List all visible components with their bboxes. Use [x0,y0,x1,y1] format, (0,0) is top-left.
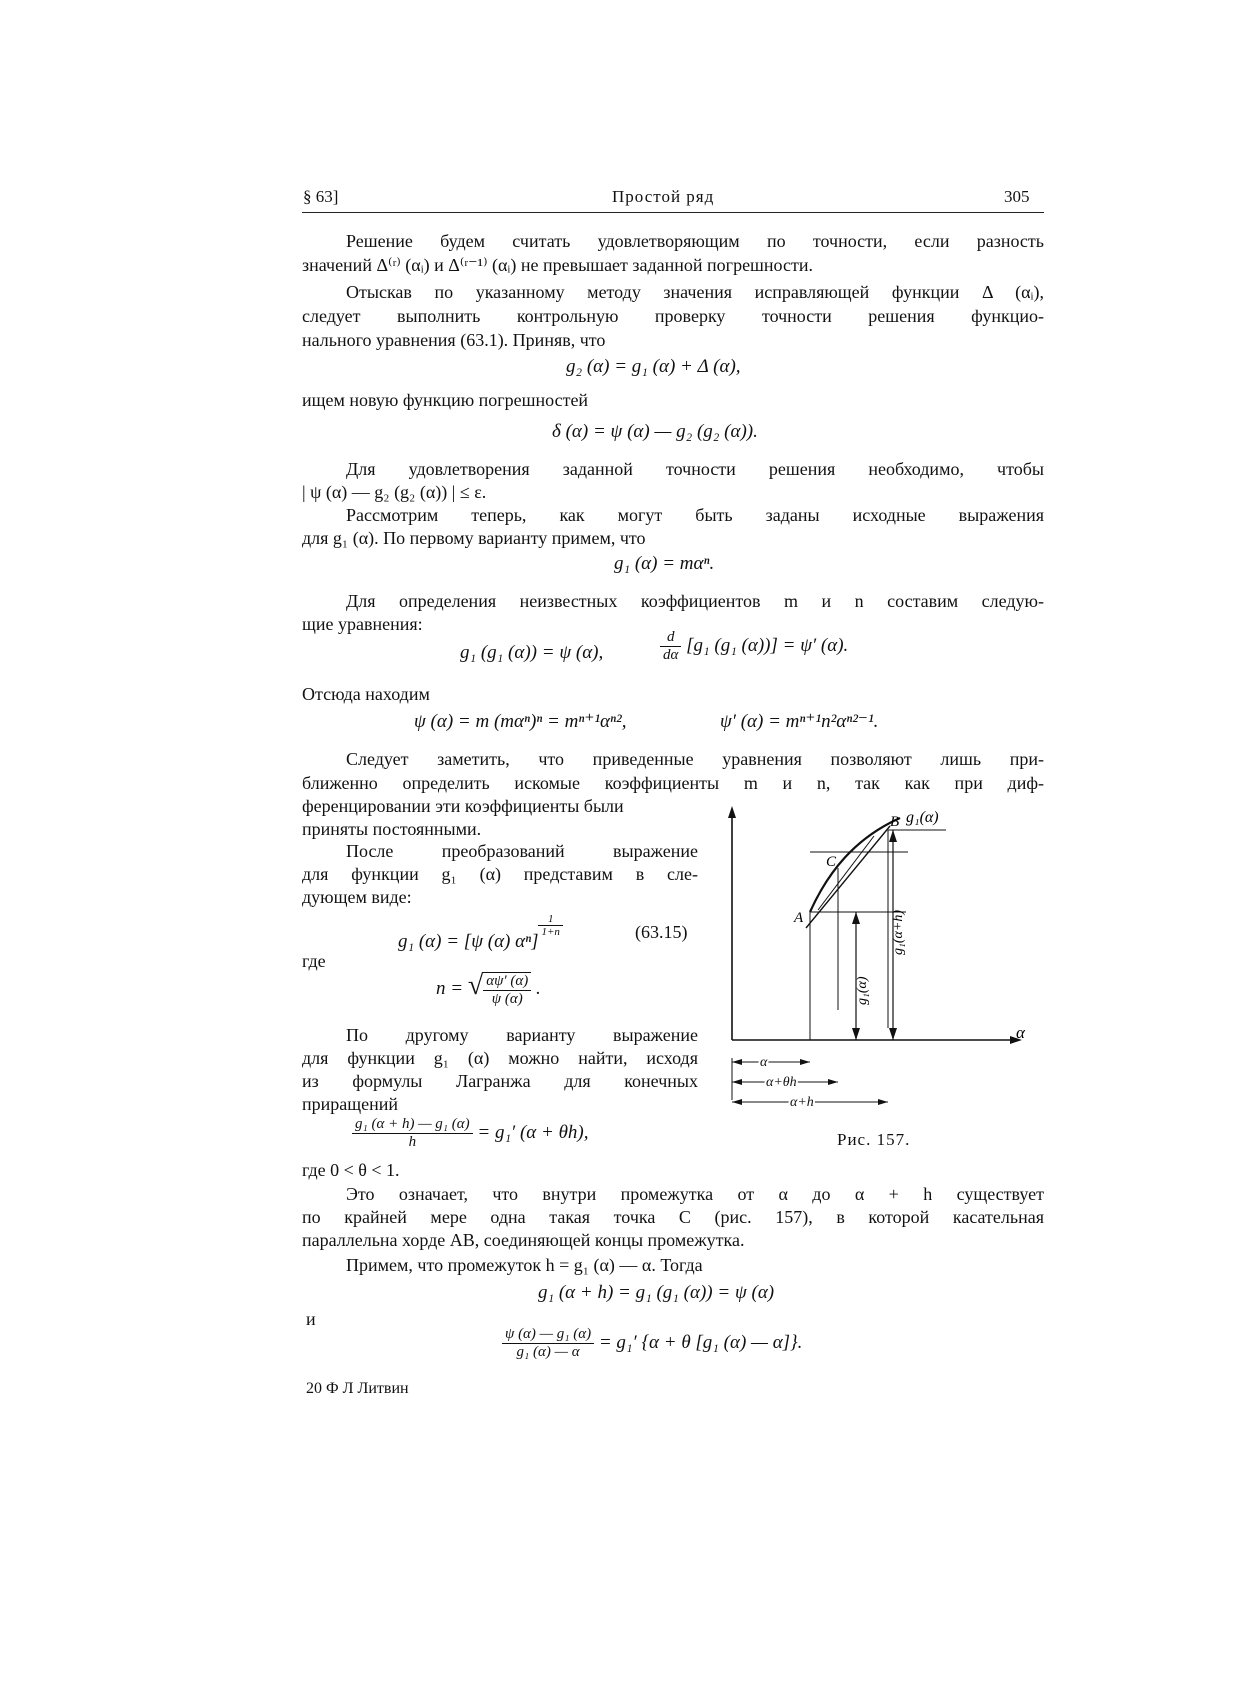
p12-line2: по крайней мере одна такая точка C (рис. 157), в которой касательная [302,1207,1044,1227]
equation-n: n = √ $\frac{\alpha\psi' (\alpha)}{\psi (\alpha)}$ . [436,970,541,1007]
lagrange-rest: = g₁′ (α + θh), [477,1121,589,1143]
figure-157 [710,800,1050,1130]
p8-line3: ференцировании эти коэффициенты были [302,796,624,816]
p12-line3: параллельна хорде AB, соединяющей концы промежутка. [302,1230,745,1250]
equation-system-a: g₁ (g₁ (α)) = ψ (α), [460,642,604,663]
p11: где 0 < θ < 1. [302,1160,400,1180]
p2-line3: нального уравнения (63.1). Приняв, что [302,330,606,350]
final-rest: = g₁′ {α + θ [g₁ (α) — α]}. [598,1331,803,1353]
equation-psi-prime: ψ′ (α) = mⁿ⁺¹n²αⁿ²⁻¹. [720,711,879,732]
equation-g1-shift: g₁ (α + h) = g₁ (g₁ (α)) = ψ (α) [538,1282,775,1303]
point-c-label: C [826,854,837,870]
p10-line1: По другому варианту выражение [346,1025,698,1045]
lagrange-num: g₁ (α + h) — g₁ (α) [352,1116,473,1134]
equation-n-end: . [536,978,541,999]
p8-line2: ближенно определить искомые коэффициенты m и n, так как при диф- [302,773,1044,793]
equation-n-den: ψ (α) [491,990,523,1007]
p9-line1: После преобразований выражение [346,841,698,861]
y-axis-arrow [728,806,736,818]
header-rule [302,212,1044,213]
p9-line2: для функции g₁ (α) представим в сле- [302,864,698,884]
p9-line3: дующем виде: [302,887,412,907]
equation-g2: g₂ (α) = g₁ (α) + Δ (α), [566,356,741,377]
equation-system-b [660,629,848,664]
section-number: § 63] [303,187,339,206]
p3: ищем новую функцию погрешностей [302,390,589,410]
final-num: ψ (α) — g₁ (α) [502,1326,594,1344]
p1-line2: значений Δ⁽ʳ⁾ (αᵢ) и Δ⁽ʳ⁻¹⁾ (αᵢ) не превышает заданной погрешности. [302,255,813,275]
running-title: Простой ряд [612,187,715,206]
derivative-den: dα [663,647,679,663]
equation-lagrange [352,1116,589,1151]
curve-g1 [810,818,900,912]
final-den: g₁ (α) — α [516,1344,580,1360]
dim-g1-arrow-bottom [852,1028,860,1040]
p5-line1: Рассмотрим теперь, как могут быть заданы исходные выражения [346,505,1044,525]
dim-a-label: α [760,1055,768,1070]
p8-line1: Следует заметить, что приведенные уравнения позволяют лишь при- [346,749,1044,769]
equation-number: (63.15) [635,922,688,942]
exponent-den: 1+n [541,926,560,938]
equation-g1-power: g₁ (α) = mαⁿ. [614,553,715,574]
p8-line4: приняты постоянными. [302,819,482,839]
equation-63-15 [398,913,563,953]
p4-line1: Для удовлетворения заданной точности решения необходимо, чтобы [346,459,1044,479]
where-1: где [302,951,326,971]
p10-line2: для функции g₁ (α) можно найти, исходя [302,1048,698,1068]
page-number: 305 [1004,187,1030,206]
equation-n-num: αψ′ (α) [483,973,531,991]
dim-g1-arrow-top [852,912,860,924]
p10-line4: приращений [302,1094,399,1114]
p2-line2: следует выполнить контрольную проверку точности решения функцио- [302,306,1044,326]
p6-line2: щие уравнения: [302,614,423,634]
curve-label: g₁(α) [906,809,939,826]
p6-line1: Для определения неизвестных коэффициентов m и n составим следую- [346,591,1044,611]
exponent-num: 1 [538,913,562,926]
dim-g1h-arrow-bottom [889,1028,897,1040]
dim-ah-label: α+h [790,1095,814,1110]
chord-ab [806,826,890,928]
point-a-label: A [794,910,804,926]
and-word: и [306,1309,316,1329]
dim-g1h-label: g₁(α+h) [891,910,906,955]
equation-delta: δ (α) = ψ (α) — g₂ (g₂ (α)). [552,421,758,442]
p12-line1: Это означает, что внутри промежутка от α до α + h существует [346,1184,1044,1204]
equation-final [502,1326,802,1361]
p1-line1: Решение будем считать удовлетворяющим по точности, если разность [346,231,1044,251]
p5-line2: для g₁ (α). По первому варианту примем, что [302,528,646,548]
dim-g1-label: g₁(α) [855,976,870,1005]
dim-ath-label: α+θh [766,1075,797,1090]
footer-signature: 20 Ф Л Литвин [306,1380,409,1397]
p13: Примем, что промежуток h = g₁ (α) — α. Тогда [346,1255,703,1275]
dim-g1h-arrow-top [889,830,897,842]
equation-n-lhs: n = [436,978,464,999]
p2-line1: Отыскав по указанному методу значения исправляющей функции Δ (αᵢ), [346,282,1044,302]
derivative-rest: [g₁ (g₁ (α))] = ψ′ (α). [686,634,849,656]
tangent-c [818,836,874,910]
p4-line2: | ψ (α) — g₂ (g₂ (α)) | ≤ ε. [302,482,487,502]
figure-caption: Рис. 157. [837,1130,911,1149]
equation-63-15-body: g₁ (α) = [ψ (α) αⁿ] [398,931,539,952]
lagrange-den: h [408,1134,417,1150]
point-b-label: B [890,814,900,830]
p7: Отсюда находим [302,684,430,704]
derivative-num: d [660,629,681,647]
x-axis-label: α [1016,1023,1025,1042]
equation-psi: ψ (α) = m (mαⁿ)ⁿ = mⁿ⁺¹αⁿ², [414,711,627,732]
p10-line3: из формулы Лагранжа для конечных [302,1071,698,1091]
